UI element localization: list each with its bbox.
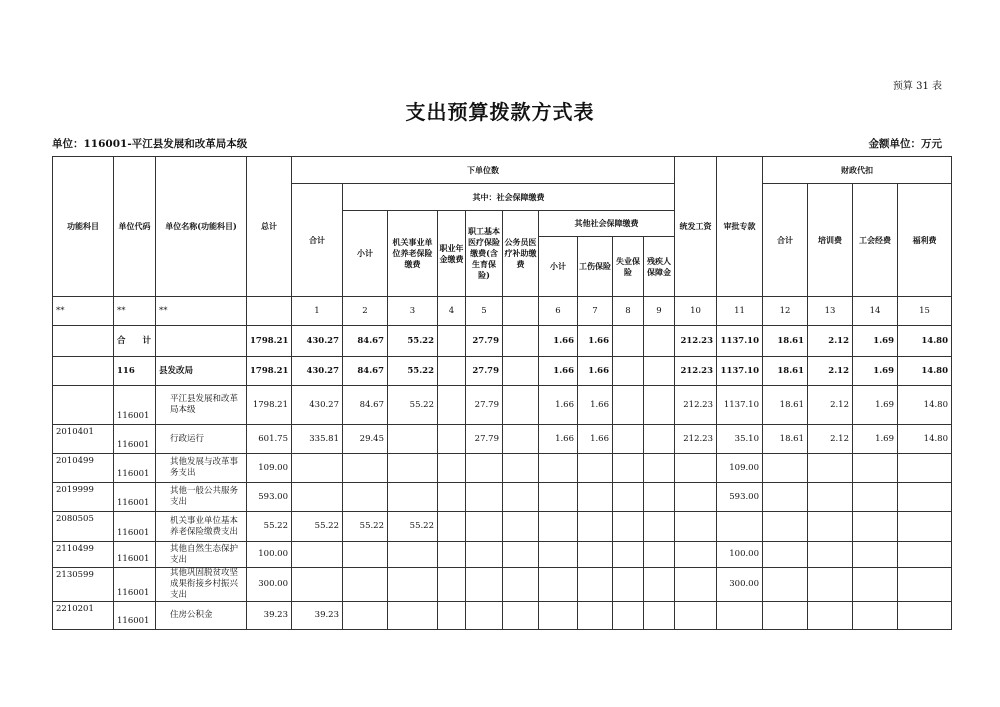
function-code-cell: [53, 357, 114, 386]
unit-code-cell: 116001: [114, 512, 156, 542]
amount-cell: [388, 425, 438, 454]
amount-cell: [503, 425, 539, 454]
amount-cell: 14.80: [898, 425, 952, 454]
unit-name-cell: 机关事业单位基本养老保险缴费支出: [156, 512, 247, 542]
amount-cell: [853, 454, 898, 483]
amount-cell: 100.00: [247, 542, 292, 568]
amount-cell: [613, 542, 644, 568]
index-cell: [247, 297, 292, 326]
amount-cell: [539, 454, 578, 483]
amount-cell: 1.69: [853, 425, 898, 454]
table-body: [53, 297, 952, 630]
function-code-cell: 2110499: [53, 542, 114, 568]
header-medical: 职工基本医疗保险缴费(含生育保险): [466, 211, 503, 297]
unit-code-cell: 116: [114, 357, 156, 386]
amount-cell: [539, 542, 578, 568]
header-unified-wage: 统发工资: [675, 157, 717, 297]
amount-cell: [388, 542, 438, 568]
amount-cell: 14.80: [898, 357, 952, 386]
amount-cell: [763, 512, 808, 542]
amount-cell: [898, 568, 952, 602]
index-cell: 4: [438, 297, 466, 326]
unit-code-cell: 116001: [114, 454, 156, 483]
amount-cell: 27.79: [466, 386, 503, 425]
amount-cell: [613, 483, 644, 512]
amount-cell: 2.12: [808, 357, 853, 386]
amount-cell: 27.79: [466, 425, 503, 454]
header-subtotal-all: 合计: [292, 184, 343, 297]
amount-cell: [613, 425, 644, 454]
index-cell: 1: [292, 297, 343, 326]
index-cell: 2: [343, 297, 388, 326]
function-code-cell: [53, 326, 114, 357]
amount-cell: [898, 454, 952, 483]
table-row: [53, 483, 952, 512]
amount-cell: [763, 483, 808, 512]
header-welfare: 福利费: [898, 184, 952, 297]
table-row: [53, 454, 952, 483]
amount-cell: 1137.10: [717, 326, 763, 357]
header-other-social: 其他社会保障缴费: [539, 211, 675, 237]
amount-cell: 212.23: [675, 386, 717, 425]
amount-cell: 1137.10: [717, 357, 763, 386]
amount-cell: [388, 454, 438, 483]
amount-cell: [438, 357, 466, 386]
amount-cell: [438, 386, 466, 425]
index-cell: 15: [898, 297, 952, 326]
amount-cell: 300.00: [717, 568, 763, 602]
function-code-cell: [53, 386, 114, 425]
function-code-cell: 2130599: [53, 568, 114, 602]
amount-cell: [343, 602, 388, 630]
amount-cell: 39.23: [292, 602, 343, 630]
table-row: [53, 512, 952, 542]
unit-name-cell: 其他发展与改革事务支出: [156, 454, 247, 483]
amount-cell: [388, 568, 438, 602]
amount-cell: [503, 568, 539, 602]
index-cell: 7: [578, 297, 613, 326]
header-training: 培训费: [808, 184, 853, 297]
amount-cell: [644, 568, 675, 602]
amount-cell: 55.22: [247, 512, 292, 542]
amount-cell: [503, 512, 539, 542]
amount-cell: [578, 568, 613, 602]
amount-cell: 1.69: [853, 357, 898, 386]
amount-cell: 18.61: [763, 357, 808, 386]
amount-cell: [717, 512, 763, 542]
amount-cell: [853, 542, 898, 568]
amount-cell: [717, 602, 763, 630]
amount-cell: [466, 512, 503, 542]
amount-cell: [438, 568, 466, 602]
amount-cell: [466, 542, 503, 568]
amount-cell: [292, 542, 343, 568]
function-code-cell: 2019999: [53, 483, 114, 512]
amount-cell: 18.61: [763, 425, 808, 454]
table-row: [53, 425, 952, 454]
currency-unit-label: 金额单位：万元: [868, 138, 942, 150]
amount-cell: [343, 568, 388, 602]
unit-name-cell: 住房公积金: [156, 602, 247, 630]
function-code-cell: 2080505: [53, 512, 114, 542]
amount-cell: 430.27: [292, 386, 343, 425]
amount-cell: 212.23: [675, 326, 717, 357]
amount-cell: [466, 454, 503, 483]
unit-label: 单位：116001-平江县发展和改革局本级: [52, 138, 248, 150]
amount-cell: [613, 386, 644, 425]
amount-cell: [613, 568, 644, 602]
table-header: [53, 157, 952, 297]
amount-cell: [644, 542, 675, 568]
unit-name-cell: 县发改局: [156, 357, 247, 386]
amount-cell: 212.23: [675, 425, 717, 454]
amount-cell: 2.12: [808, 386, 853, 425]
amount-cell: 1.66: [578, 357, 613, 386]
amount-cell: [292, 483, 343, 512]
amount-cell: [578, 542, 613, 568]
amount-cell: [898, 512, 952, 542]
index-cell: **: [114, 297, 156, 326]
amount-cell: [438, 454, 466, 483]
index-cell: 14: [853, 297, 898, 326]
amount-cell: [853, 483, 898, 512]
index-cell: 10: [675, 297, 717, 326]
index-cell: 12: [763, 297, 808, 326]
amount-cell: 55.22: [388, 326, 438, 357]
index-row: [53, 297, 952, 326]
amount-cell: [438, 602, 466, 630]
amount-cell: [388, 483, 438, 512]
amount-cell: 109.00: [717, 454, 763, 483]
form-number: 预算 31 表: [892, 81, 942, 92]
index-cell: 8: [613, 297, 644, 326]
amount-cell: 1.66: [578, 326, 613, 357]
amount-cell: 430.27: [292, 326, 343, 357]
amount-cell: 14.80: [898, 326, 952, 357]
amount-cell: 1798.21: [247, 386, 292, 425]
amount-cell: 1.66: [539, 326, 578, 357]
amount-cell: [438, 483, 466, 512]
amount-cell: [898, 542, 952, 568]
amount-cell: [438, 542, 466, 568]
header-fin-total: 合计: [763, 184, 808, 297]
amount-cell: [343, 542, 388, 568]
amount-cell: [675, 568, 717, 602]
amount-cell: [808, 512, 853, 542]
header-lower-units: 下单位数: [292, 157, 675, 184]
amount-cell: [343, 454, 388, 483]
amount-cell: [613, 512, 644, 542]
amount-cell: 335.81: [292, 425, 343, 454]
amount-cell: [675, 483, 717, 512]
index-cell: **: [53, 297, 114, 326]
page-title: 支出预算拨款方式表: [405, 100, 595, 124]
amount-cell: 1798.21: [247, 357, 292, 386]
amount-cell: [503, 357, 539, 386]
header-finance: 财政代扣: [763, 157, 952, 184]
amount-cell: [644, 512, 675, 542]
amount-cell: [438, 425, 466, 454]
amount-cell: [808, 602, 853, 630]
amount-cell: [675, 454, 717, 483]
amount-cell: [578, 602, 613, 630]
amount-cell: 593.00: [247, 483, 292, 512]
amount-cell: [644, 425, 675, 454]
amount-cell: [503, 454, 539, 483]
header-pension: 机关事业单位养老保险缴费: [388, 211, 438, 297]
amount-cell: [466, 483, 503, 512]
amount-cell: [503, 386, 539, 425]
amount-cell: [539, 602, 578, 630]
amount-cell: 55.22: [388, 357, 438, 386]
amount-cell: [763, 542, 808, 568]
amount-cell: [388, 602, 438, 630]
amount-cell: 14.80: [898, 386, 952, 425]
amount-cell: 18.61: [763, 326, 808, 357]
unit-code-cell: 合 计: [114, 326, 156, 357]
index-cell: **: [156, 297, 247, 326]
amount-cell: [644, 602, 675, 630]
amount-cell: [466, 602, 503, 630]
amount-cell: [675, 512, 717, 542]
header-injury: 工伤保险: [578, 237, 613, 297]
amount-cell: [343, 483, 388, 512]
table-row: [53, 326, 952, 357]
amount-cell: [808, 542, 853, 568]
table-row: [53, 602, 952, 630]
amount-cell: 100.00: [717, 542, 763, 568]
amount-cell: [613, 454, 644, 483]
index-cell: 6: [539, 297, 578, 326]
amount-cell: 18.61: [763, 386, 808, 425]
amount-cell: [808, 568, 853, 602]
function-code-cell: 2210201: [53, 602, 114, 630]
amount-cell: [613, 357, 644, 386]
amount-cell: [503, 602, 539, 630]
amount-cell: 29.45: [343, 425, 388, 454]
index-cell: 11: [717, 297, 763, 326]
amount-cell: [644, 357, 675, 386]
unit-code-cell: 116001: [114, 386, 156, 425]
amount-cell: [503, 542, 539, 568]
amount-cell: 84.67: [343, 357, 388, 386]
amount-cell: [466, 568, 503, 602]
table-row: [53, 542, 952, 568]
amount-cell: 84.67: [343, 386, 388, 425]
function-code-cell: 2010401: [53, 425, 114, 454]
unit-name-cell: 行政运行: [156, 425, 247, 454]
header-unemployment: 失业保险: [613, 237, 644, 297]
header-disabled: 残疾人保障金: [644, 237, 675, 297]
unit-code-cell: 116001: [114, 568, 156, 602]
amount-cell: [292, 568, 343, 602]
header-civil-medical: 公务员医疗补助缴费: [503, 211, 539, 297]
unit-code-cell: 116001: [114, 602, 156, 630]
amount-cell: [539, 483, 578, 512]
function-code-cell: 2010499: [53, 454, 114, 483]
amount-cell: 39.23: [247, 602, 292, 630]
amount-cell: [853, 602, 898, 630]
index-cell: 3: [388, 297, 438, 326]
amount-cell: [578, 483, 613, 512]
unit-code-cell: 116001: [114, 425, 156, 454]
amount-cell: [763, 454, 808, 483]
amount-cell: [898, 483, 952, 512]
amount-cell: 1798.21: [247, 326, 292, 357]
amount-cell: [644, 454, 675, 483]
amount-cell: 1.69: [853, 326, 898, 357]
amount-cell: 1.66: [539, 425, 578, 454]
table-row: [53, 568, 952, 602]
header-unit-name: 单位名称(功能科目): [156, 157, 247, 297]
amount-cell: 1.66: [578, 425, 613, 454]
amount-cell: [808, 454, 853, 483]
unit-name-cell: 其他自然生态保护支出: [156, 542, 247, 568]
unit-name-cell: 平江县发展和改革局本级: [156, 386, 247, 425]
amount-cell: 2.12: [808, 425, 853, 454]
amount-cell: [898, 602, 952, 630]
amount-cell: 55.22: [388, 386, 438, 425]
unit-name-cell: [156, 326, 247, 357]
amount-cell: 27.79: [466, 357, 503, 386]
header-total: 总计: [247, 157, 292, 297]
amount-cell: 84.67: [343, 326, 388, 357]
amount-cell: [763, 568, 808, 602]
amount-cell: [644, 326, 675, 357]
unit-code-cell: 116001: [114, 483, 156, 512]
amount-cell: 1.66: [578, 386, 613, 425]
amount-cell: [853, 512, 898, 542]
amount-cell: [853, 568, 898, 602]
amount-cell: [578, 454, 613, 483]
amount-cell: 1.66: [539, 357, 578, 386]
amount-cell: [578, 512, 613, 542]
amount-cell: [675, 602, 717, 630]
header-func-subject: 功能科目: [53, 157, 114, 297]
amount-cell: 593.00: [717, 483, 763, 512]
amount-cell: [438, 512, 466, 542]
amount-cell: [503, 483, 539, 512]
index-cell: 5: [466, 297, 503, 326]
amount-cell: 1.69: [853, 386, 898, 425]
amount-cell: [763, 602, 808, 630]
amount-cell: [292, 454, 343, 483]
amount-cell: 300.00: [247, 568, 292, 602]
unit-name-cell: 其他一般公共服务支出: [156, 483, 247, 512]
amount-cell: [539, 568, 578, 602]
amount-cell: 55.22: [292, 512, 343, 542]
amount-cell: 1.66: [539, 386, 578, 425]
header-other-subtotal: 小计: [539, 237, 578, 297]
amount-cell: [644, 483, 675, 512]
amount-cell: 55.22: [343, 512, 388, 542]
amount-cell: [675, 542, 717, 568]
index-cell: 13: [808, 297, 853, 326]
table-row: [53, 386, 952, 425]
unit-code-cell: 116001: [114, 542, 156, 568]
amount-cell: 109.00: [247, 454, 292, 483]
budget-table: [52, 156, 952, 630]
header-social-security: 其中：社会保障缴费: [343, 184, 675, 211]
header-approval: 审批专款: [717, 157, 763, 297]
amount-cell: [613, 326, 644, 357]
unit-name-cell: 其他巩固脱贫攻坚成果衔接乡村振兴支出: [156, 568, 247, 602]
amount-cell: [613, 602, 644, 630]
amount-cell: [503, 326, 539, 357]
amount-cell: [539, 512, 578, 542]
header-subtotal: 小计: [343, 211, 388, 297]
index-cell: 9: [644, 297, 675, 326]
amount-cell: [808, 483, 853, 512]
amount-cell: 1137.10: [717, 386, 763, 425]
amount-cell: 212.23: [675, 357, 717, 386]
amount-cell: 601.75: [247, 425, 292, 454]
amount-cell: 430.27: [292, 357, 343, 386]
amount-cell: [644, 386, 675, 425]
table-row: [53, 357, 952, 386]
amount-cell: 55.22: [388, 512, 438, 542]
amount-cell: 27.79: [466, 326, 503, 357]
index-cell: [503, 297, 539, 326]
amount-cell: 35.10: [717, 425, 763, 454]
amount-cell: [438, 326, 466, 357]
header-union: 工会经费: [853, 184, 898, 297]
amount-cell: 2.12: [808, 326, 853, 357]
header-annuity: 职业年金缴费: [438, 211, 466, 297]
header-unit-code: 单位代码: [114, 157, 156, 297]
